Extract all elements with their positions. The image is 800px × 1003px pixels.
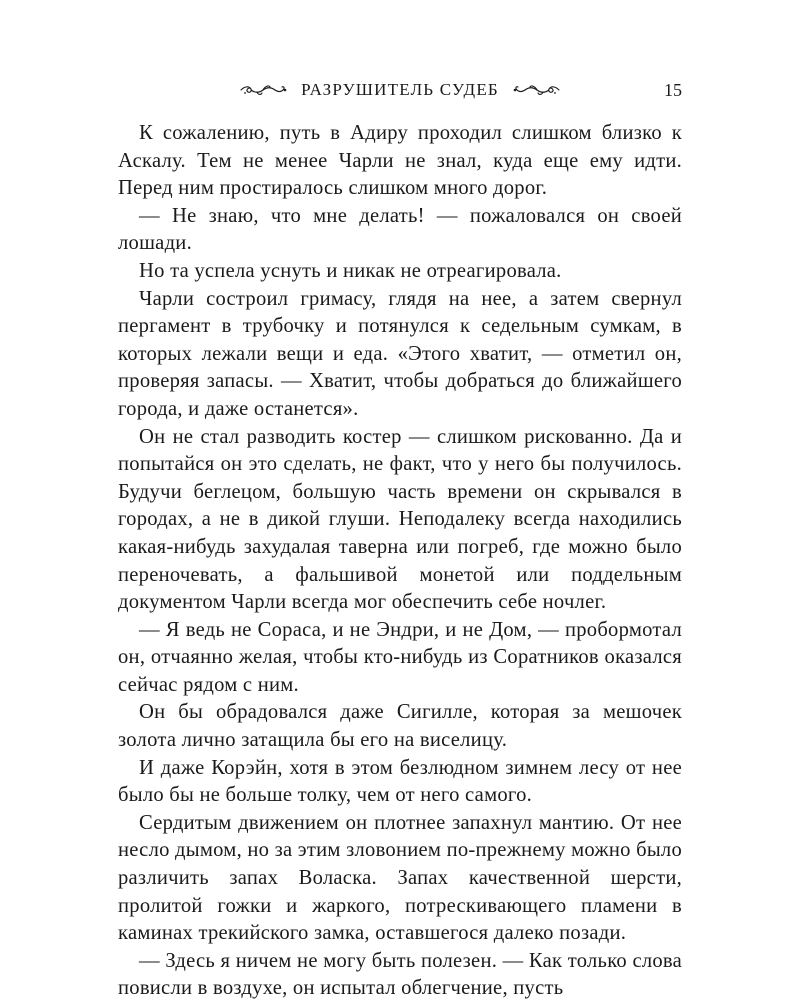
paragraph: Но та успела уснуть и никак не отреагировала.	[139, 259, 562, 282]
paragraph: Чарли состроил гримасу, глядя на нее, а затем свернул пергамент в трубочку и потянулся к седельным сумкам, в которых лежали вещи и еда. «Этого хватит, — отметил он, проверяя запасы. — Хватит, чтобы добраться до ближайшего города, и даже останется».	[118, 287, 682, 420]
paragraph: Он бы обрадовался даже Сигилле, которая за мешочек золота лично затащила бы его на виселицу.	[118, 701, 682, 752]
paragraph: Он не стал разводить костер — слишком рискованно. Да и попытайся он это сделать, не факт, что у него бы получилось. Будучи беглецом, большую часть времени он скрывался в городах, а не в дикой глуши. Неподалеку всегда находились какая-нибудь захудалая таверна или погреб, где можно было переночевать, а фальшивой монетой или поддельным документом Чарли всегда мог обеспечить себе ночлег.	[118, 425, 682, 614]
paragraph: И даже Корэйн, хотя в этом безлюдном зимнем лесу от нее было бы не больше толку, чем от него самого.	[118, 756, 682, 807]
flourish-right-icon	[513, 83, 561, 97]
running-header	[118, 78, 682, 102]
paragraph: Сердитым движением он плотнее запахнул мантию. От нее несло дымом, но за этим зловонием по-прежнему можно было различить запах Воласка. Запах качественной шерсти, пролитой гожки и жаркого, потрескивающего пламени в каминах трекийского замка, оставшегося далеко позади.	[118, 811, 682, 945]
flourish-left-icon	[239, 83, 287, 97]
body-text	[118, 120, 682, 1003]
running-title: РАЗРУШИТЕЛЬ СУДЕБ	[301, 80, 499, 99]
page-number: 15	[664, 80, 682, 100]
header-title-group	[239, 80, 561, 100]
paragraph: — Я ведь не Сораса, и не Эндри, и не Дом, — пробормотал он, отчаянно желая, чтобы кто-нибудь из Соратников оказался сейчас рядом с ним.	[118, 618, 682, 696]
paragraph: — Здесь я ничем не могу быть полезен. — Как только слова повисли в воздухе, он испытал облегчение, пусть	[118, 949, 682, 1000]
paragraph: К сожалению, путь в Адиру проходил слишком близко к Аскалу. Тем не менее Чарли не знал, куда еще ему идти. Перед ним простиралось слишком много дорог.	[118, 122, 682, 200]
paragraph: — Не знаю, что мне делать! — пожаловался он своей лошади.	[118, 204, 682, 255]
